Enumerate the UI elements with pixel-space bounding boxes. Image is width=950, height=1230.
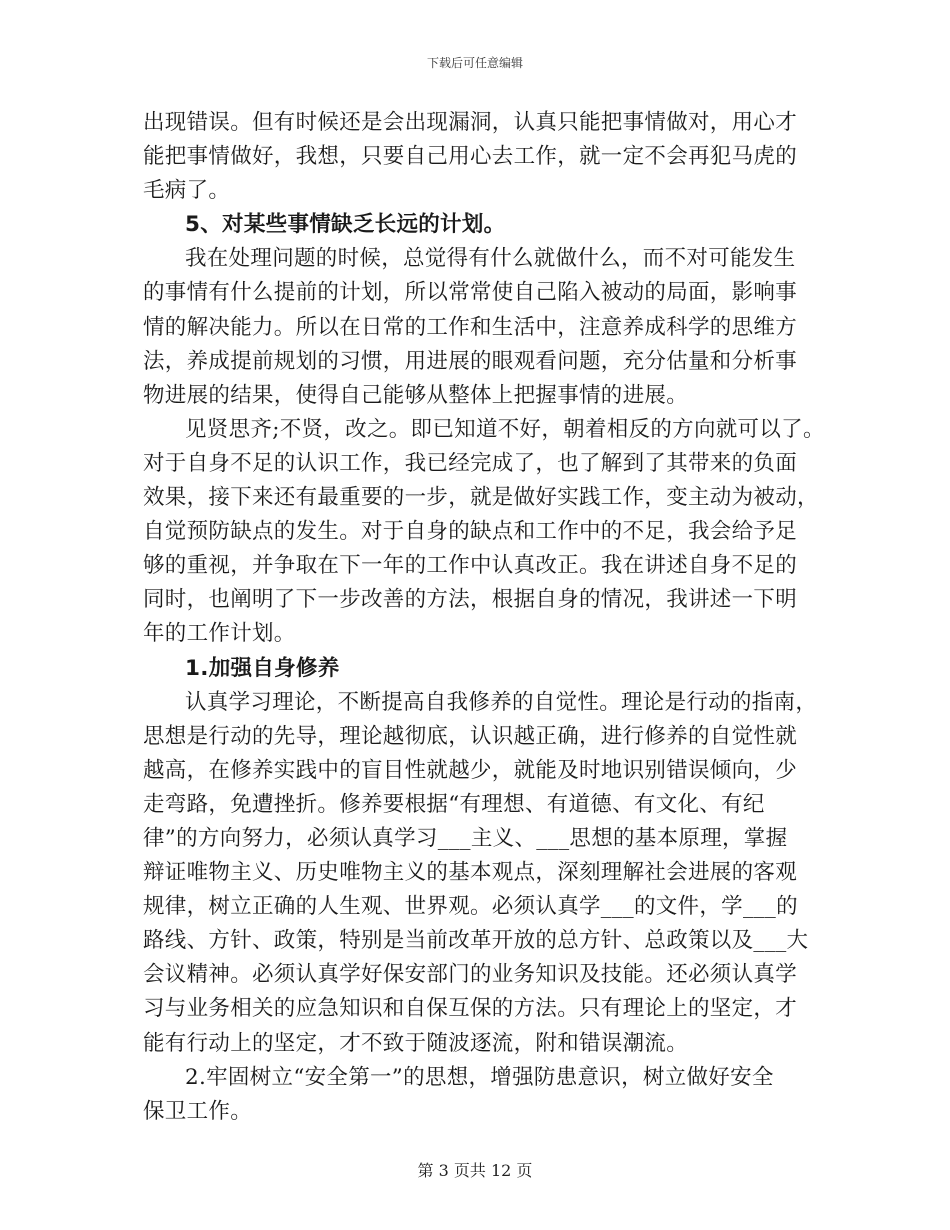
text-line: 越高，在修养实践中的盲目性就越少，就能及时地识别错误倾向，少 bbox=[143, 757, 798, 783]
text-line: 对于自身不足的认识工作，我已经完成了，也了解到了其带来的负面 bbox=[143, 450, 798, 476]
text-line: 5、对某些事情缺乏长远的计划。 bbox=[185, 212, 506, 238]
text-line: 1.加强自身修养 bbox=[185, 655, 340, 681]
document-body bbox=[143, 106, 825, 1129]
text-line: 路线、方针、政策，特别是当前改革开放的总方针、总政策以及___大 bbox=[143, 928, 809, 954]
text-line: 情的解决能力。所以在日常的工作和生活中，注意养成科学的思维方 bbox=[143, 314, 798, 340]
text-line: 自觉预防缺点的发生。对于自身的缺点和工作中的不足，我会给予足 bbox=[143, 519, 798, 545]
text-line: 年的工作计划。 bbox=[143, 621, 296, 647]
page-header: 下载后可任意编辑 bbox=[426, 56, 523, 70]
page-footer: 第 3 页共 12 页 bbox=[417, 1161, 533, 1180]
text-line: 够的重视，并争取在下一年的工作中认真改正。我在讲述自身不足的 bbox=[143, 553, 798, 579]
text-line: 我在处理问题的时候，总觉得有什么就做什么，而不对可能发生 bbox=[185, 246, 796, 272]
text-line: 辩证唯物主义、历史唯物主义的基本观点，深刻理解社会进展的客观 bbox=[143, 860, 798, 886]
text-line: 能把事情做好，我想，只要自己用心去工作，就一定不会再犯马虎的 bbox=[143, 144, 798, 170]
text-line: 法，养成提前规划的习惯，用进展的眼观看问题，充分估量和分析事 bbox=[143, 348, 798, 374]
text-line: 思想是行动的先导，理论越彻底，认识越正确，进行修养的自觉性就 bbox=[143, 723, 798, 749]
text-line: 效果，接下来还有最重要的一步，就是做好实践工作，变主动为被动， bbox=[143, 485, 819, 511]
text-line: 物进展的结果，使得自己能够从整体上把握事情的进展。 bbox=[143, 382, 689, 408]
text-line: 走弯路，免遭挫折。修养要根据“有理想、有道德、有文化、有纪 bbox=[143, 791, 765, 817]
text-line: 同时，也阐明了下一步改善的方法，根据自身的情况，我讲述一下明 bbox=[143, 587, 798, 613]
text-line: 毛病了。 bbox=[143, 178, 231, 204]
text-line: 的事情有什么提前的计划，所以常常使自己陷入被动的局面，影响事 bbox=[143, 280, 798, 306]
text-line: 出现错误。但有时候还是会出现漏洞，认真只能把事情做对，用心才 bbox=[143, 110, 798, 135]
text-line: 认真学习理论，不断提高自我修养的自觉性。理论是行动的指南， bbox=[185, 689, 818, 715]
text-line: 保卫工作。 bbox=[143, 1098, 253, 1124]
text-line: 2.牢固树立“安全第一”的思想，增强防患意识，树立做好安全 bbox=[185, 1064, 774, 1090]
text-line: 律”的方向努力，必须认真学习___主义、___思想的基本原理，掌握 bbox=[143, 825, 788, 851]
text-line: 会议精神。必须认真学好保安部门的业务知识及技能。还必须认真学 bbox=[143, 962, 798, 988]
text-line: 能有行动上的坚定，才不致于随波逐流，附和错误潮流。 bbox=[143, 1030, 689, 1056]
text-line: 见贤思齐;不贤，改之。即已知道不好，朝着相反的方向就可以了。 bbox=[185, 416, 825, 442]
text-line: 习与业务相关的应急知识和自保互保的方法。只有理论上的坚定，才 bbox=[143, 996, 798, 1022]
text-line: 规律，树立正确的人生观、世界观。必须认真学___的文件，学___的 bbox=[143, 894, 798, 920]
